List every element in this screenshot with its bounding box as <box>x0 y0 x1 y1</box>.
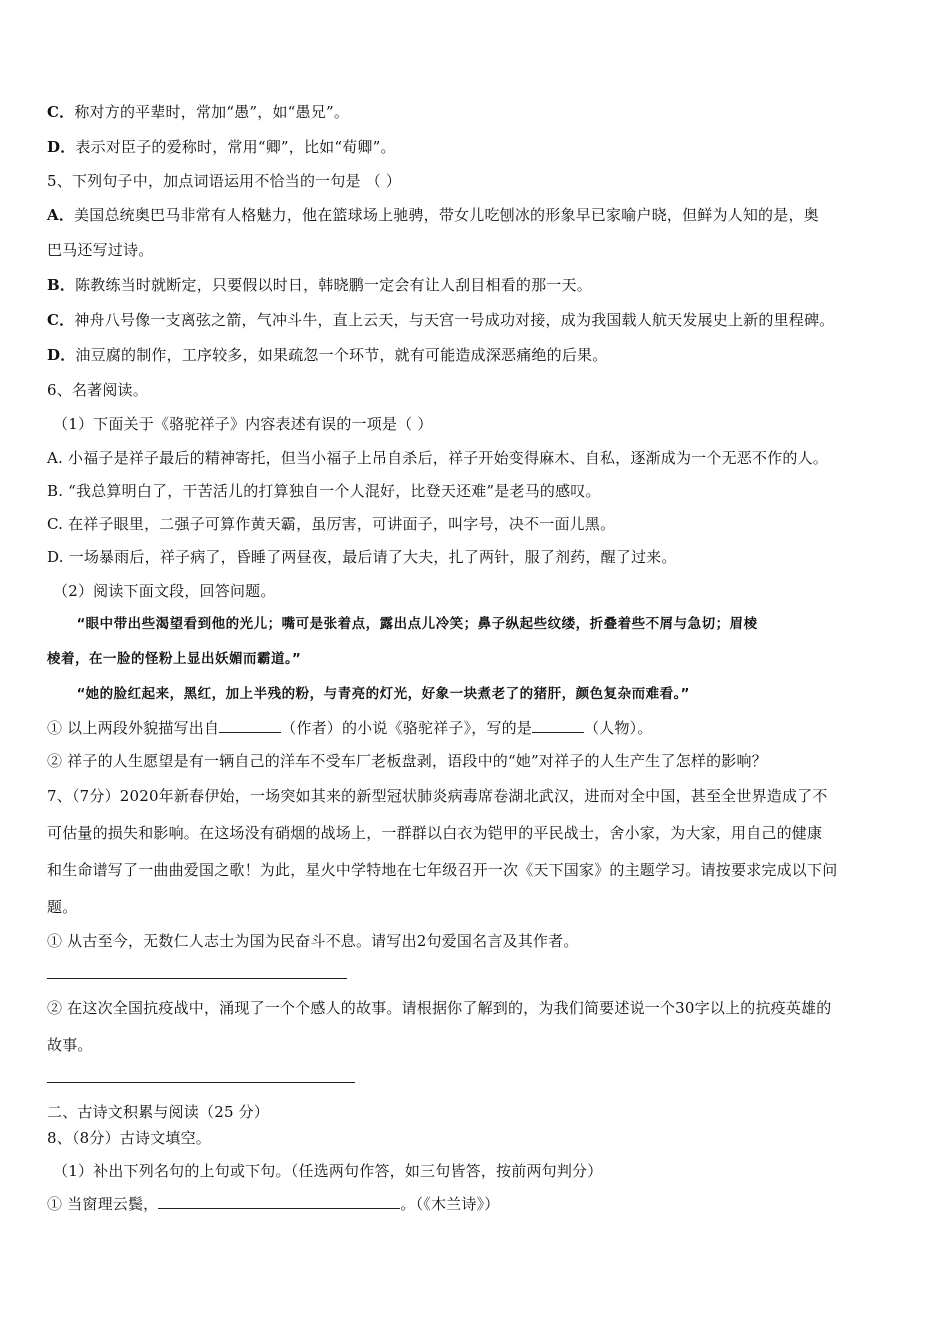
q6-passage1-line2: 棱着，在一脸的怪粉上显出妖媚而霸道。” <box>47 651 301 667</box>
q7-sub2-line2: 故事。 <box>47 1036 93 1054</box>
q5-option-a <box>47 204 910 226</box>
option-letter: A． <box>47 206 75 224</box>
q6-sub2: （2）阅读下面文段，回答问题。 <box>53 582 276 600</box>
q6-passage1-line1: “眼中带出些渴望看到他的光儿；嘴可是张着点，露出点儿冷笑；鼻子纵起些纹缕，折叠着些不屑与急切；眉棱 <box>77 616 758 632</box>
q7-stem-line2: 可估量的损失和影响。在这场没有硝烟的战场上，一群群以白衣为铠甲的平民战士，舍小家，为大家，用自己的健康 <box>47 824 823 842</box>
q8-item1 <box>47 1193 910 1215</box>
character-answer-blank[interactable] <box>532 718 584 733</box>
option-text: 陈教练当时就断定，只要假以时日，韩晓鹏一定会有让人刮目相看的那一天。 <box>75 276 592 294</box>
q6-sub1-option-a: A. 小福子是祥子最后的精神寄托，但当小福子上吊自杀后，祥子开始变得麻木、自私，逐渐成为一个无恶不作的人。 <box>47 449 828 467</box>
q4-option-d <box>47 136 910 158</box>
option-letter: C． <box>47 311 75 329</box>
option-letter: D． <box>47 138 76 156</box>
option-text: 表示对臣子的爱称时，常用“卿”，比如“荀卿”。 <box>75 138 396 156</box>
option-text: 称对方的平辈时，常加“愚”，如“愚兄”。 <box>74 103 350 121</box>
q6-sub1-option-b: B. “我总算明白了，干苦活儿的打算独自一个人混好，比登天还难”是老马的感叹。 <box>47 482 601 500</box>
section-heading: 二、古诗文积累与阅读（25 分） <box>47 1103 270 1121</box>
q8-stem: 8、（8分）古诗文填空。 <box>47 1129 211 1147</box>
q5-option-c <box>47 309 910 331</box>
q4-option-c <box>47 101 910 123</box>
q5-stem: 5、下列句子中，加点词语运用不恰当的一句是 （ ） <box>47 172 402 190</box>
q7-sub2-line1: ② 在这次全国抗疫战中，涌现了一个个感人的故事。请根据你了解到的，为我们简要述说一个30字以上的抗疫英雄的 <box>47 999 832 1017</box>
q5-option-b <box>47 274 910 296</box>
option-text: 美国总统奥巴马非常有人格魅力，他在篮球场上驰骋，带女儿吃刨冰的形象早已家喻户晓，但鲜为人知的是，奥 <box>74 206 819 224</box>
question-text: （作者）的小说《骆驼祥子》，写的是 <box>281 719 533 737</box>
q6-sub1-option-c: C. 在祥子眼里，二强子可算作黄天霸，虽厉害，可讲面子，叫字号，决不一面儿黑。 <box>47 515 616 533</box>
q6-passage2: “她的脸红起来，黑红，加上半残的粉，与青亮的灯光，好象一块煮老了的猪肝，颜色复杂而难看。” <box>77 686 690 702</box>
q5-option-a-continued: 巴马还写过诗。 <box>47 241 154 259</box>
q6-stem: 6、名著阅读。 <box>47 381 148 399</box>
q7-stem-line4: 题。 <box>47 898 78 916</box>
question-text: ① 当窗理云鬓， <box>47 1195 159 1213</box>
q7-sub1: ① 从古至今，无数仁人志士为国为民奋斗不息。请写出2句爱国名言及其作者。 <box>47 932 579 950</box>
q6-sub1-option-d: D. 一场暴雨后，祥子病了，昏睡了两昼夜，最后请了大夫，扎了两针，服了剂药，醒了过来。 <box>47 548 677 566</box>
q6-question1 <box>47 717 910 739</box>
q7-sub1-answer-line[interactable] <box>47 978 347 979</box>
option-letter: D． <box>47 346 76 364</box>
q8-sub1: （1）补出下列名句的上句或下句。（任选两句作答，如三句皆答，按前两句判分） <box>53 1162 603 1180</box>
option-text: 油豆腐的制作，工序较多，如果疏忽一个环节，就有可能造成深恶痛绝的后果。 <box>75 346 608 364</box>
q6-question2: ② 祥子的人生愿望是有一辆自己的洋车不受车厂老板盘剥，语段中的“她”对祥子的人生产生了怎样的影响？ <box>47 752 767 770</box>
q5-option-d <box>47 344 910 366</box>
option-letter: C． <box>47 103 75 121</box>
option-text: 神舟八号像一支离弦之箭，气冲斗牛，直上云天，与天宫一号成功对接，成为我国载人航天发展史上新的里程碑。 <box>74 311 835 329</box>
q7-stem-line1: 7、（7分）2020年新春伊始，一场突如其来的新型冠状肺炎病毒席卷湖北武汉，进而对全中国，甚至全世界造成了不 <box>47 787 828 805</box>
author-answer-blank[interactable] <box>219 718 281 733</box>
option-letter: B． <box>47 276 76 294</box>
poem-answer-blank[interactable] <box>158 1194 400 1209</box>
q7-stem-line3: 和生命谱写了一曲曲爱国之歌！为此，星火中学特地在七年级召开一次《天下国家》的主题学习。请按要求完成以下问 <box>47 861 838 879</box>
q7-sub2-answer-line[interactable] <box>47 1082 355 1083</box>
question-text: ① 以上两段外貌描写出自 <box>47 719 220 737</box>
question-text: （人物）。 <box>584 719 653 737</box>
q6-sub1: （1）下面关于《骆驼祥子》内容表述有误的一项是（ ） <box>53 415 433 433</box>
question-text: 。（《木兰诗》） <box>400 1195 500 1213</box>
